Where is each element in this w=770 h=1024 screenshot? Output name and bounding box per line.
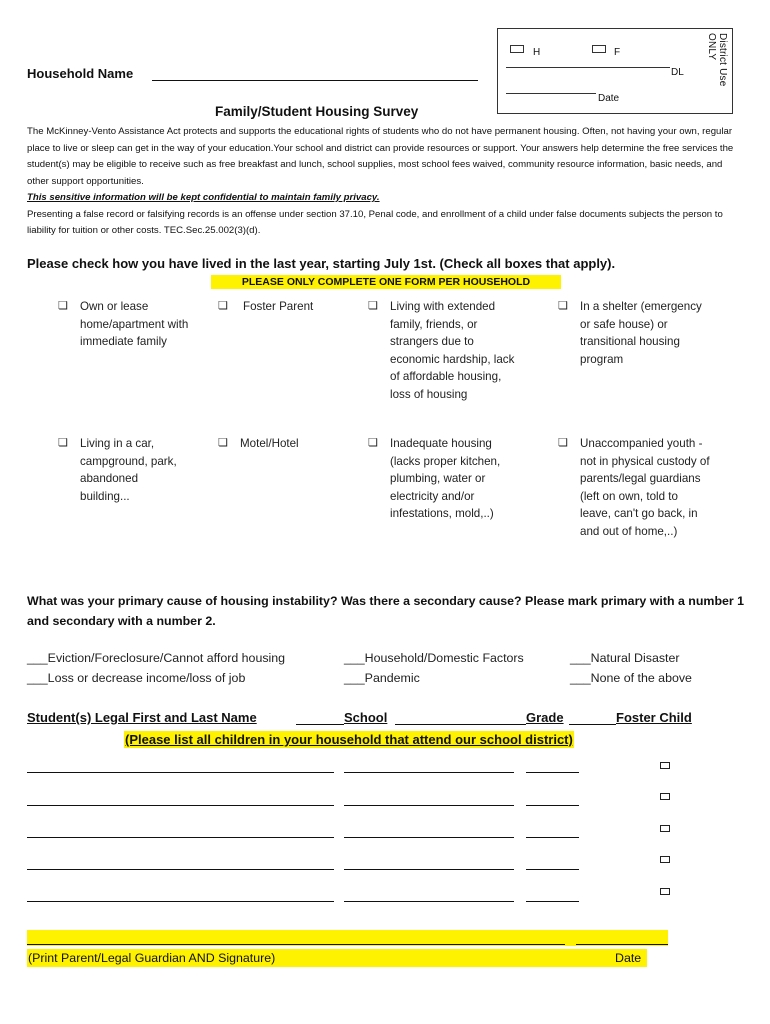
page-title: Family/Student Housing Survey — [215, 104, 419, 119]
student-name-field[interactable] — [27, 901, 334, 902]
option-label: Living with extended family, friends, or strangers due to economic hardship, lack of affordable housing, loss of housing — [390, 300, 515, 401]
false-record-warning: Presenting a false record or falsifying records is an offense under section 37.10, Penal code, and enrollment of a child under false documents subjects the person to liability for tuition or other costs. TEC.Sec.25.002(3)(d). — [27, 208, 723, 236]
option-label: In a shelter (emergency or safe house) or transitional housing program — [580, 300, 702, 366]
checkbox-icon[interactable]: ❏ — [58, 437, 68, 449]
intro-text — [27, 124, 739, 240]
cause-option-pandemic[interactable]: ___Pandemic — [344, 671, 420, 685]
checkbox-icon[interactable]: ❏ — [368, 300, 378, 312]
school-field[interactable] — [344, 869, 514, 870]
student-name-field[interactable] — [27, 805, 334, 806]
checkbox-icon[interactable]: ❏ — [218, 300, 228, 312]
housing-question: Please check how you have lived in the last year, starting July 1st. (Check all boxes that apply). — [27, 256, 616, 271]
grade-field[interactable] — [526, 772, 579, 773]
student-name-field[interactable] — [27, 837, 334, 838]
h-checkbox[interactable] — [510, 45, 524, 53]
foster-child-checkbox[interactable] — [660, 793, 670, 800]
foster-child-header: Foster Child — [616, 710, 692, 725]
district-use-only-label: District Use ONLY — [706, 33, 728, 87]
checkbox-icon[interactable]: ❏ — [368, 437, 378, 449]
school-field[interactable] — [344, 772, 514, 773]
checkbox-icon[interactable]: ❏ — [558, 437, 568, 449]
household-name-field[interactable] — [152, 80, 478, 81]
signature-date-label: Date — [615, 951, 642, 965]
date-line[interactable] — [506, 93, 596, 94]
option-label: Own or lease home/apartment with immediate family — [80, 300, 189, 348]
signature-date-field[interactable] — [576, 944, 668, 945]
foster-child-checkbox[interactable] — [660, 888, 670, 895]
option-label: Living in a car, campground, park, abandoned building... — [80, 437, 177, 503]
f-checkbox[interactable] — [592, 45, 606, 53]
school-header: School — [344, 710, 388, 725]
grade-field[interactable] — [526, 869, 579, 870]
one-form-notice: PLEASE ONLY COMPLETE ONE FORM PER HOUSEHOLD — [211, 275, 561, 289]
cause-option-household-domestic[interactable]: ___Household/Domestic Factors — [344, 651, 524, 665]
checkbox-icon[interactable]: ❏ — [558, 300, 568, 312]
student-name-field[interactable] — [27, 772, 334, 773]
h-label: H — [533, 47, 541, 58]
district-date-label: Date — [598, 93, 620, 104]
foster-child-checkbox[interactable] — [660, 856, 670, 863]
grade-field[interactable] — [526, 837, 579, 838]
header-underline — [569, 724, 616, 725]
confidential-notice: This sensitive information will be kept confidential to maintain family privacy. — [27, 192, 380, 203]
grade-field[interactable] — [526, 901, 579, 902]
grade-field[interactable] — [526, 805, 579, 806]
option-label: Unaccompanied youth -not in physical custody of parents/legal guardians (left on own, told to leave, can't go back, in and out of home,..) — [580, 437, 710, 538]
student-name-field[interactable] — [27, 869, 334, 870]
intro-paragraph: The McKinney-Vento Assistance Act protects and supports the educational rights of students who do not have permanent housing. Often, not having your own, regular place to live or sleep can get in the way of your education.Your school and district can provide resources or support. Your answers help determine the free services the student(s) may be eligible to receive such as free breakfast and lunch, school supplies, most school fees waived, community resource information, basic needs, and other support opportunities. — [27, 126, 734, 187]
dl-line[interactable] — [506, 67, 670, 68]
foster-child-checkbox[interactable] — [660, 762, 670, 769]
checkbox-icon[interactable]: ❏ — [58, 300, 68, 312]
cause-option-none[interactable]: ___None of the above — [570, 671, 692, 685]
school-field[interactable] — [344, 837, 514, 838]
checkbox-icon[interactable]: ❏ — [218, 437, 228, 449]
grade-header: Grade — [526, 710, 564, 725]
dl-label: DL — [671, 67, 684, 78]
parent-signature-field[interactable] — [27, 944, 565, 945]
option-label: Inadequate housing (lacks proper kitchen, plumbing, water or electricity and/or infestations, mold,..) — [390, 437, 501, 520]
district-use-box — [497, 28, 733, 114]
school-field[interactable] — [344, 901, 514, 902]
school-field[interactable] — [344, 805, 514, 806]
foster-child-checkbox[interactable] — [660, 825, 670, 832]
list-children-instruction: (Please list all children in your household that attend our school district) — [125, 732, 573, 747]
student-name-header: Student(s) Legal First and Last Name — [27, 710, 257, 725]
cause-option-loss-income[interactable]: ___Loss or decrease income/loss of job — [27, 671, 246, 685]
signature-label: (Print Parent/Legal Guardian AND Signature) — [28, 951, 276, 965]
cause-option-natural-disaster[interactable]: ___Natural Disaster — [570, 651, 680, 665]
household-name-label: Household Name — [27, 66, 134, 81]
cause-question: What was your primary cause of housing instability? Was there a secondary cause? Please mark primary with a number 1 and secondary with a number 2. — [27, 594, 745, 628]
header-underline — [296, 724, 344, 725]
header-underline — [395, 724, 526, 725]
cause-option-eviction[interactable]: ___Eviction/Foreclosure/Cannot afford housing — [27, 651, 286, 665]
f-label: F — [614, 47, 621, 58]
option-label: Foster Parent — [243, 300, 314, 313]
option-label: Motel/Hotel — [240, 437, 299, 450]
